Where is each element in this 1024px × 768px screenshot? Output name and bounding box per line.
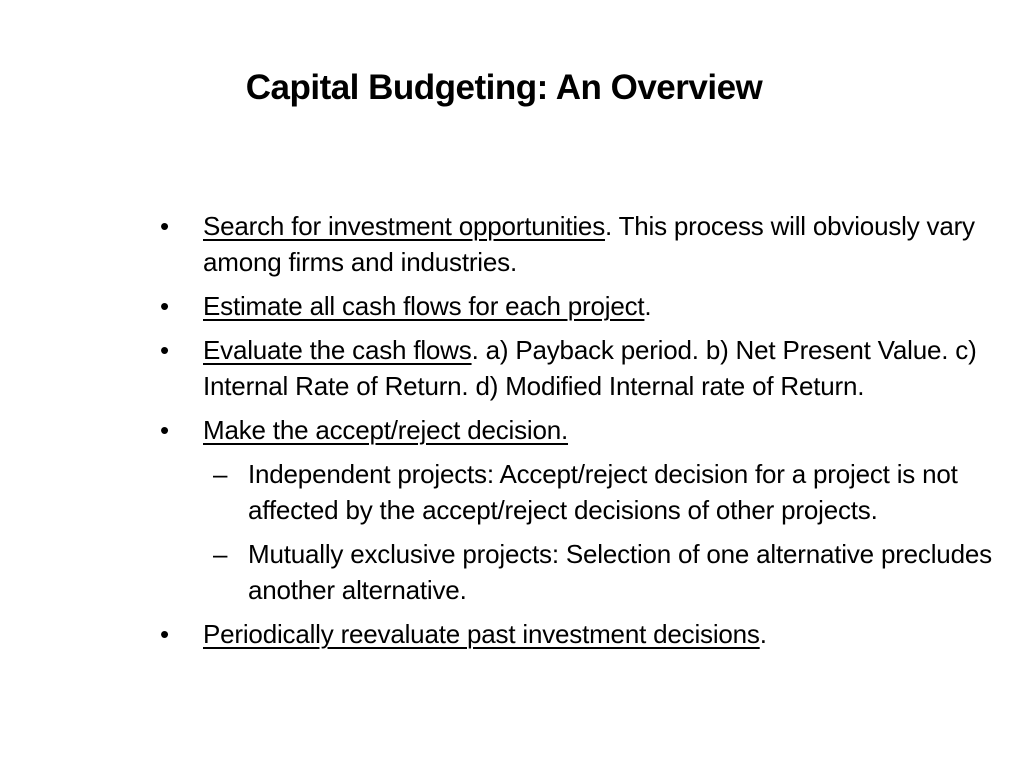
bullet-item <box>160 332 1012 404</box>
bullet-marker: • <box>160 335 169 365</box>
bullet-text: . <box>759 619 767 649</box>
bullet-lead: Make the accept/reject decision. <box>203 415 569 445</box>
bullet-lead: Estimate all cash flows for each project <box>203 291 645 321</box>
bullet-marker: • <box>160 291 169 321</box>
bullet-text: . a) Payback period. b) Net Present Value. c) Internal Rate of Return. d) Modified Internal rate of Return. <box>203 335 977 401</box>
bullet-item <box>160 412 1012 448</box>
bullet-lead: Evaluate the cash flows <box>203 335 472 365</box>
bullet-lead: Search for investment opportunities <box>203 211 605 241</box>
bullet-lead: Periodically reevaluate past investment decisions <box>203 619 760 649</box>
bullet-marker: • <box>160 415 169 445</box>
sub-bullet-item <box>160 456 1012 528</box>
sub-bullet-marker: – <box>213 539 228 569</box>
bullet-list <box>160 208 1012 660</box>
bullet-item <box>160 616 1012 652</box>
sub-bullet-text: Mutually exclusive projects: Selection of one alternative precludes another alternative. <box>248 539 992 605</box>
bullet-item <box>160 208 1012 280</box>
sub-bullet-item <box>160 536 1012 608</box>
bullet-marker: • <box>160 211 169 241</box>
bullet-text: . <box>644 291 652 321</box>
slide-title: Capital Budgeting: An Overview <box>245 68 763 107</box>
sub-bullet-text: Independent projects: Accept/reject decision for a project is not affected by the accept/reject decisions of other projects. <box>248 459 958 525</box>
bullet-item <box>160 288 1012 324</box>
bullet-text: . This process will obviously vary among firms and industries. <box>203 211 975 277</box>
sub-bullet-marker: – <box>213 459 228 489</box>
bullet-marker: • <box>160 619 169 649</box>
